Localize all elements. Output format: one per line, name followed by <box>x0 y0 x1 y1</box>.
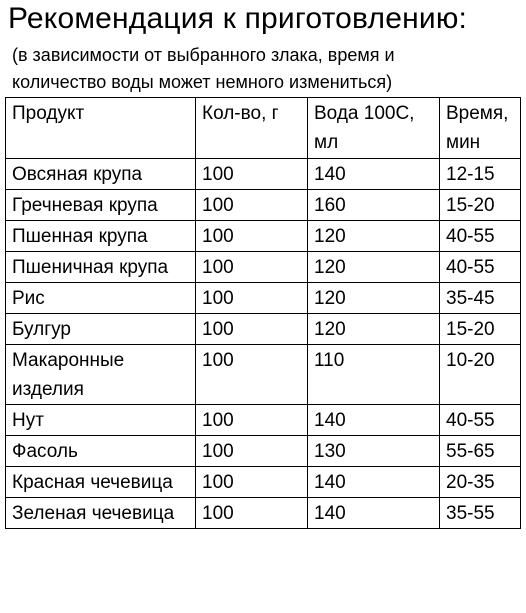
cell-product: Овсяная крупа <box>6 159 196 190</box>
table-row <box>6 283 521 314</box>
cell-water: 140 <box>308 467 440 498</box>
cell-amount: 100 <box>196 498 308 529</box>
cell-product: Булгур <box>6 314 196 345</box>
cell-product: Нут <box>6 405 196 436</box>
subtitle-line-2: количество воды может немного измениться) <box>12 72 393 92</box>
cell-time: 20-35 <box>440 467 521 498</box>
header-time: Время, мин <box>440 98 521 159</box>
cell-product: Пшеничная крупа <box>6 252 196 283</box>
cell-time: 10-20 <box>440 345 521 405</box>
table-row <box>6 252 521 283</box>
cell-time: 55-65 <box>440 436 521 467</box>
cell-product: Гречневая крупа <box>6 190 196 221</box>
cell-time: 40-55 <box>440 252 521 283</box>
table-row <box>6 436 521 467</box>
cell-product: Фасоль <box>6 436 196 467</box>
cell-water: 120 <box>308 221 440 252</box>
cell-amount: 100 <box>196 345 308 405</box>
cell-time: 15-20 <box>440 190 521 221</box>
cell-product: Красная чечевица <box>6 467 196 498</box>
cell-amount: 100 <box>196 159 308 190</box>
table-header-row <box>6 98 521 159</box>
cooking-table <box>5 97 521 529</box>
cell-time: 35-55 <box>440 498 521 529</box>
cell-water: 140 <box>308 405 440 436</box>
page-title: Рекомендация к приготовлению: <box>8 2 468 35</box>
cell-time: 12-15 <box>440 159 521 190</box>
cell-amount: 100 <box>196 283 308 314</box>
cell-time: 35-45 <box>440 283 521 314</box>
header-product: Продукт <box>6 98 196 159</box>
cell-product: Рис <box>6 283 196 314</box>
cell-amount: 100 <box>196 190 308 221</box>
cell-water: 140 <box>308 159 440 190</box>
table-row <box>6 221 521 252</box>
cell-water: 120 <box>308 314 440 345</box>
table-row <box>6 467 521 498</box>
cell-amount: 100 <box>196 405 308 436</box>
cell-time: 40-55 <box>440 405 521 436</box>
cell-water: 130 <box>308 436 440 467</box>
cell-time: 15-20 <box>440 314 521 345</box>
cell-product: Пшенная крупа <box>6 221 196 252</box>
cell-amount: 100 <box>196 436 308 467</box>
subtitle-line-1: (в зависимости от выбранного злака, время и <box>12 45 395 65</box>
cell-amount: 100 <box>196 314 308 345</box>
cell-water: 160 <box>308 190 440 221</box>
cell-product: Макаронные изделия <box>6 345 196 405</box>
header-amount: Кол-во, г <box>196 98 308 159</box>
table-row <box>6 345 521 405</box>
cell-water: 120 <box>308 283 440 314</box>
cell-amount: 100 <box>196 252 308 283</box>
cell-water: 110 <box>308 345 440 405</box>
cell-product: Зеленая чечевица <box>6 498 196 529</box>
cell-time: 40-55 <box>440 221 521 252</box>
cell-amount: 100 <box>196 221 308 252</box>
table-row <box>6 159 521 190</box>
cell-water: 140 <box>308 498 440 529</box>
cell-amount: 100 <box>196 467 308 498</box>
table-row <box>6 405 521 436</box>
cell-water: 120 <box>308 252 440 283</box>
table-row <box>6 314 521 345</box>
table-row <box>6 190 521 221</box>
table-row <box>6 498 521 529</box>
header-water: Вода 100С, мл <box>308 98 440 159</box>
